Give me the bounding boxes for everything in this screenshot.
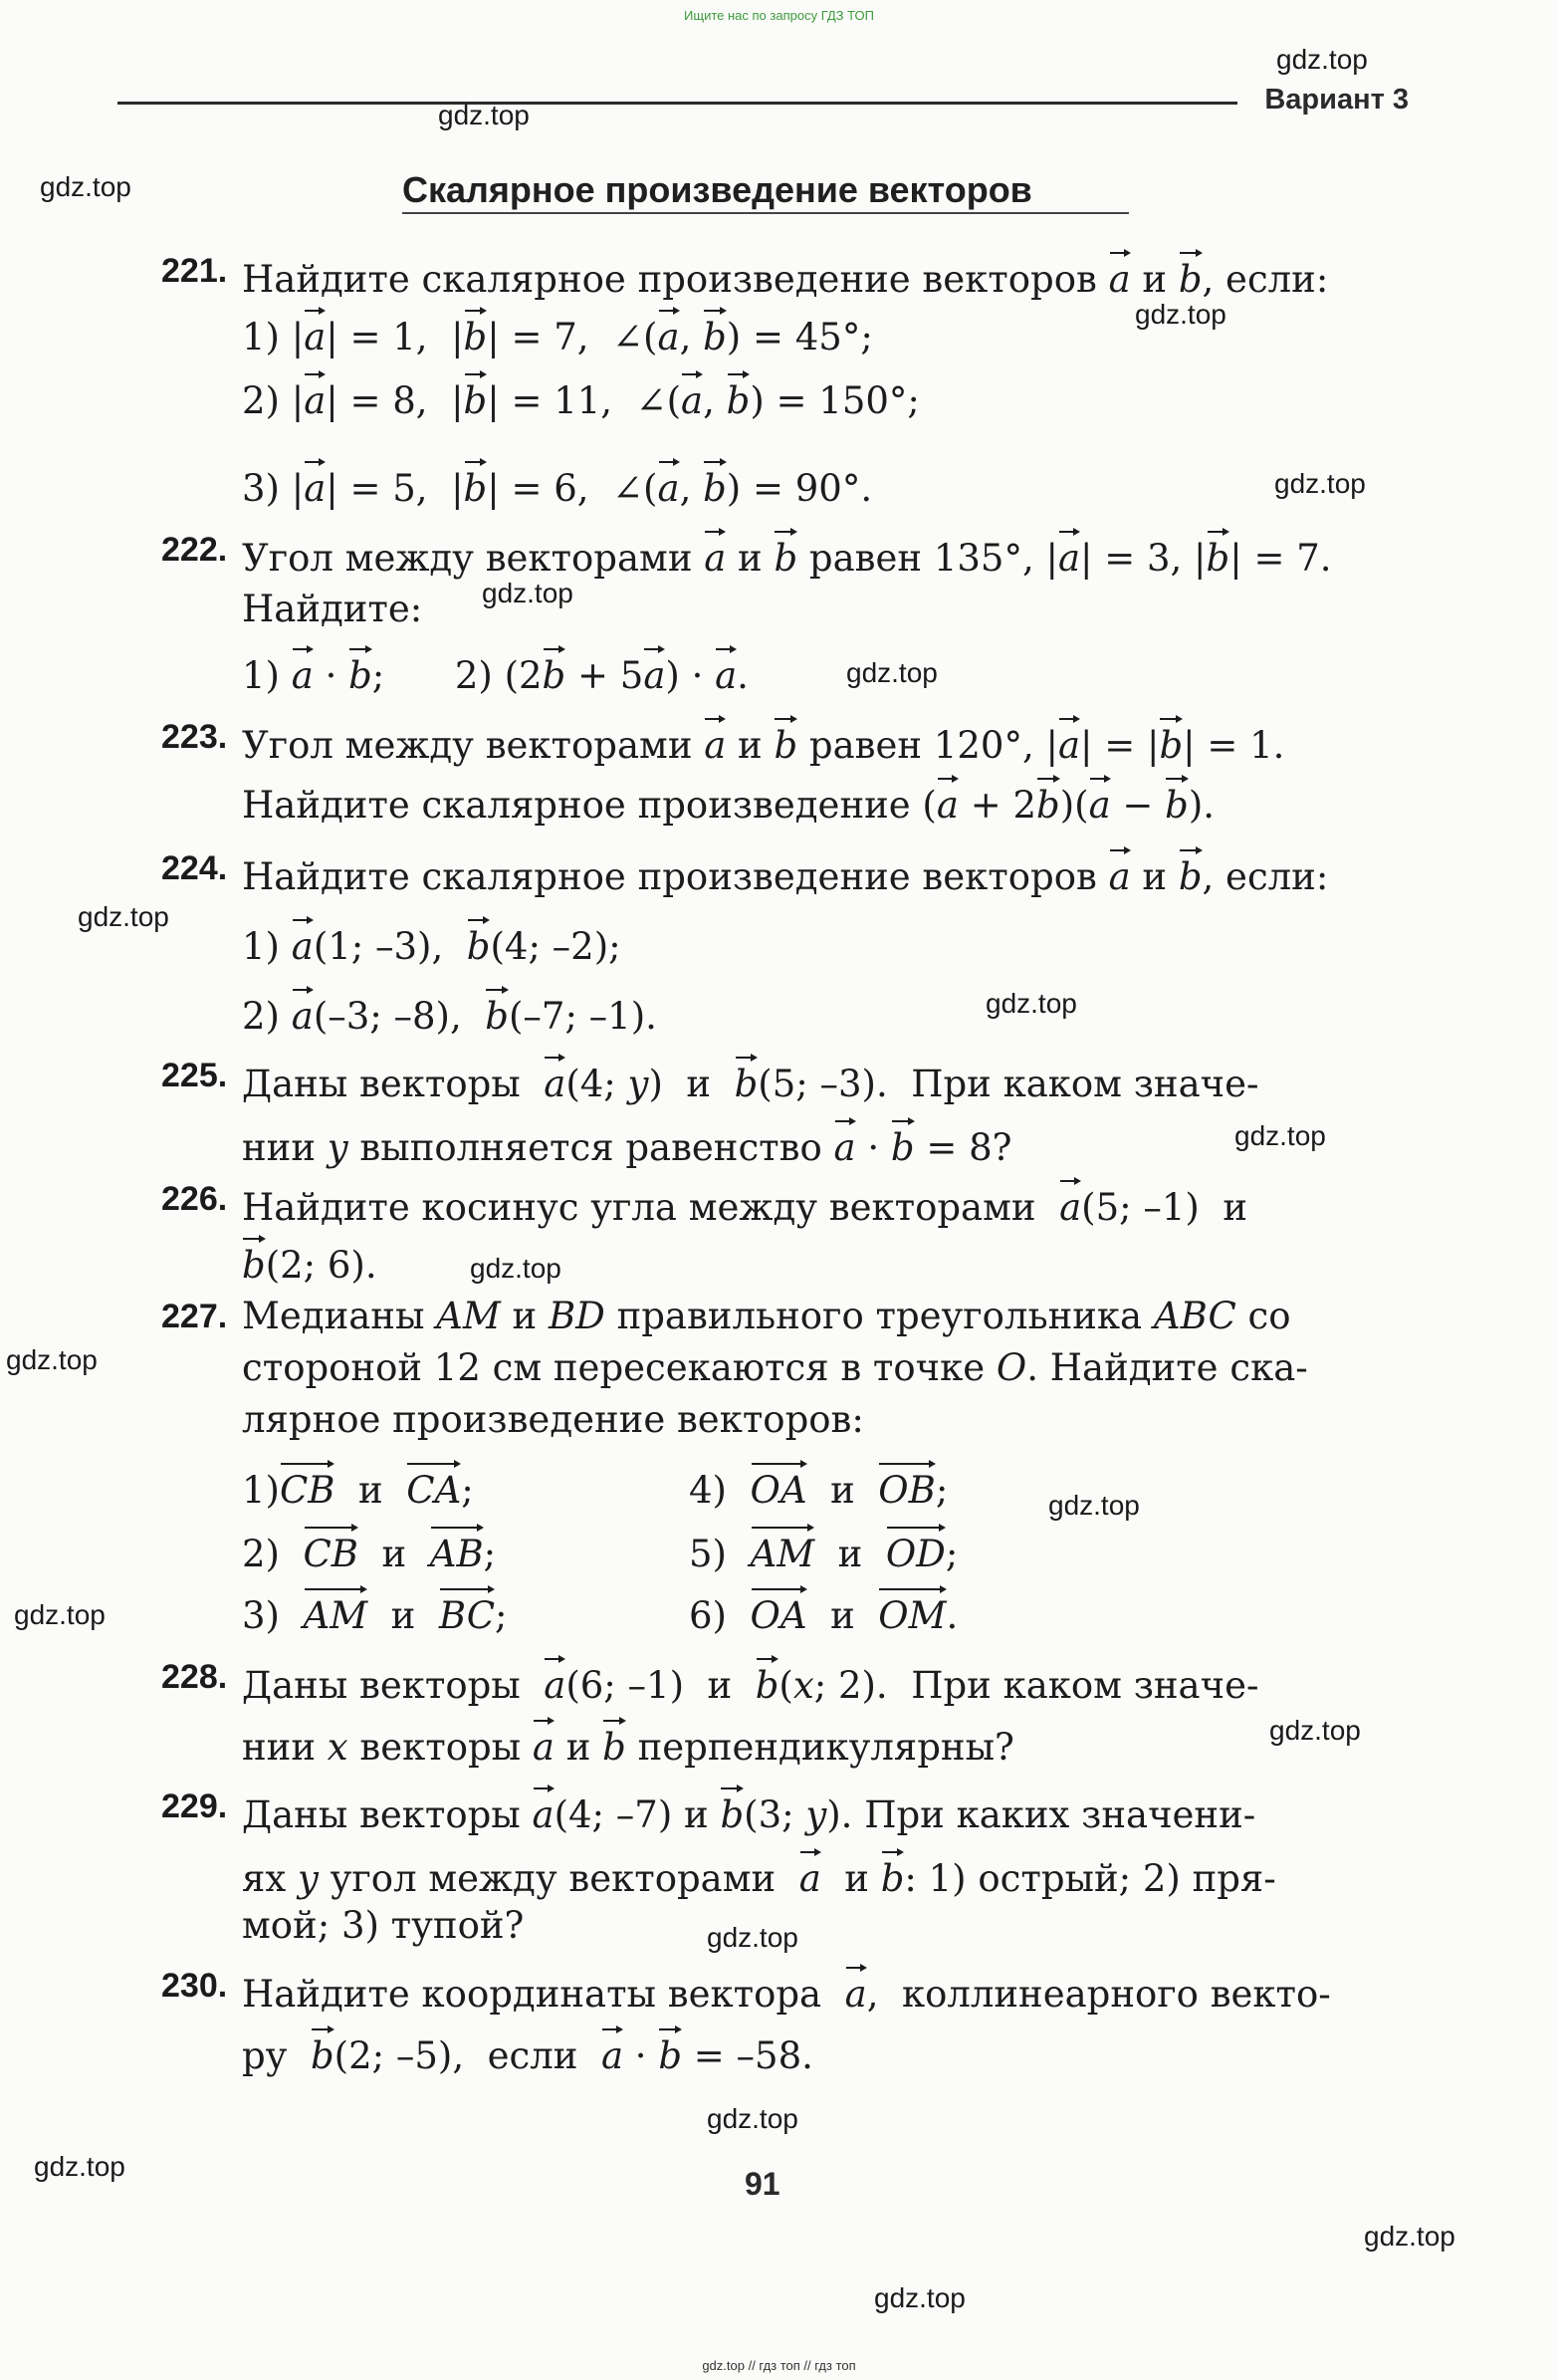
watermark: gdz.top [707, 2103, 798, 2134]
bottom-banner: gdz.top // гдз топ // гдз топ [702, 2358, 856, 2373]
watermark: gdz.top [986, 988, 1077, 1019]
header-rule [117, 102, 1237, 105]
textbook-page: Ищите нас по запросу ГДЗ ТОП Вариант 3 Скалярное произведение векторов gdz.top gdz.top gdz.top gdz.top gdz.top gdz.top gdz.top gdz.top gdz.top gdz.top gdz.top gdz.top gdz.top gdz.top gdz.top gdz.top gdz.top gdz.top gdz.top gdz.top 221. Найдите скалярное произведение векторов a и b, если: 1) |a| = 1, |b| = 7, ∠(a, b) = 45°; 2) |a| = 8, |b| = 11, ∠(a, b) = 150°; 3) |a| = 5, |b| = 6, ∠(a, b) = 90°. 222. Угол между векторами a и b равен 135°, |a| = 3, |b| = 7. Найдите: 1) a · b; 2) (2b + 5a) · a. 223. Угол между векторами a и b равен 120°, |a| = |b| = 1. Найдите скалярное произведение (a + 2b)(a − b). 224. Найдите скалярное произведение векторов a и b, если: 1) a(1; –3), b(4; –2); 2) a(–3; –8), b(–7; –1). 225. Даны векторы a(4; y) и b(5; –3). При каком значе- нии y выполняется равенство a · b = 8? 226. Найдите косинус угла между векторами a(5; –1) и b(2; 6). 227. Медианы AM и BD правильного треугольника ABC со стороной 12 см пересекаются в точке O. Найдите ска- лярное произведение векторов: 1)CB и CA; 4) OA и OB; 2) CB и AB; 5) AM и OD; 3) AM и BC; 6) OA и OM. 228. Даны векторы a(6; –1) и b(x; 2). При каком значе- нии x векторы a и b перпендикулярны? 229. Даны векторы a(4; –7) и b(3; y). При каких значени- ях y угол между векторами a и b: 1) острый; 2) пря- мой; 3) тупой? 230. Найдите координаты вектора a, коллинеарного векто- ру b(2; –5), если a · b = –58. 91 gdz.top // гдз топ // гдз топ [0, 0, 1558, 2380]
watermark: gdz.top [846, 657, 938, 688]
watermark: gdz.top [1276, 44, 1368, 75]
section-title: Скалярное произведение векторов [402, 169, 1032, 210]
watermark: gdz.top [707, 1922, 798, 1953]
page-number: 91 [745, 2166, 780, 2202]
watermark: gdz.top [14, 1599, 106, 1630]
watermark: gdz.top [1234, 1120, 1326, 1151]
variant-label: Вариант 3 [1264, 84, 1409, 116]
title-underline [402, 212, 1129, 214]
watermark: gdz.top [1274, 468, 1366, 499]
watermark: gdz.top [1364, 2221, 1455, 2252]
watermark: gdz.top [470, 1253, 561, 1284]
watermark: gdz.top [874, 2282, 966, 2313]
watermark: gdz.top [438, 100, 530, 130]
watermark: gdz.top [6, 1344, 98, 1375]
watermark: gdz.top [1048, 1490, 1140, 1521]
watermark: gdz.top [78, 901, 169, 932]
watermark: gdz.top [34, 2151, 125, 2182]
top-banner: Ищите нас по запросу ГДЗ ТОП [684, 8, 874, 23]
problem-text: Найдите скалярное произведение векторов a и b, если: [242, 249, 1328, 302]
watermark: gdz.top [482, 578, 573, 608]
watermark: gdz.top [40, 171, 131, 202]
watermark: gdz.top [1269, 1715, 1361, 1746]
watermark: gdz.top [1135, 299, 1226, 330]
